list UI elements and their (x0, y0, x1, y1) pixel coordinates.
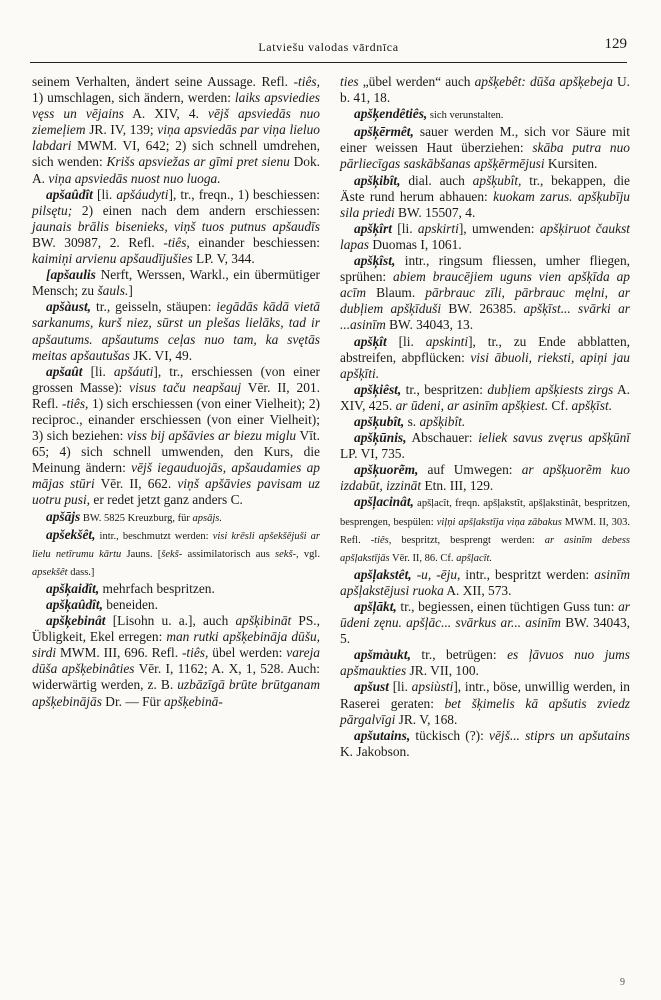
entry-text: vgl. (298, 548, 320, 560)
example-text: pilsętu; (32, 202, 73, 218)
entry-text: JR. IV, 139; (85, 122, 158, 138)
headword: apšust (354, 679, 389, 695)
entry-text: JR. V, 168. (395, 711, 458, 727)
example-text: apsiùsti (411, 679, 454, 695)
entry-text: [li. (82, 363, 114, 379)
example-text: ar apšķuorẽm kuo izdabūt, izzināt (340, 462, 630, 494)
entry-text: intr., ringsum fliessen, umher fliegen, sprühen: (340, 253, 630, 285)
example-text: visi ābuoli, rieksti, apiņi jau apšķīti. (340, 349, 630, 381)
entry-text: BW. 5825 Kreuzburg, für (80, 512, 193, 524)
entry-text: Dok. A. (32, 154, 320, 186)
dictionary-entry (32, 527, 320, 581)
entry-text: Cf. (548, 397, 572, 413)
example-text: Krišs apsviežas ar gīmi pret sienu (106, 154, 290, 170)
entry-text: [li. (92, 186, 117, 202)
entry-text: auf Umwegen: (418, 462, 522, 478)
entry-text: A. XII, 573. (443, 582, 512, 598)
dictionary-entry (340, 462, 630, 494)
entry-text: BW. 15507, 4. (394, 204, 476, 220)
entry-text: beneiden. (102, 597, 158, 612)
example-text: viss bij apšāvies ar biezu miglu (126, 428, 297, 444)
entry-text: ] (128, 283, 133, 299)
example-text: vējš iegauduojās, apšaudamies ap mājas stūri (32, 460, 320, 492)
entry-text: ], intr., böse, unwillig werden, in Raserei geraten: (340, 679, 630, 711)
example-text: apšķebinā- (164, 693, 223, 709)
example-text: apšķibināt (235, 613, 292, 629)
dictionary-entry (340, 728, 630, 760)
example-text: kaimiņi arvienu apšaudījušies (32, 251, 193, 267)
entry-text: tr., geisseln, stäupen: (91, 299, 217, 315)
entry-text: ], tr., erschiessen (von einer grossen Masse): (32, 363, 320, 395)
dictionary-entry (340, 173, 630, 221)
entry-text: BW. 30987, 2. Refl. (32, 234, 164, 250)
entry-text: dial. auch (400, 172, 473, 188)
example-text: -tiês, (62, 395, 89, 411)
dictionary-entry (340, 253, 630, 333)
dictionary-entry (32, 187, 320, 267)
entry-text: Vīt. 65; 4) sich schnell umwenden, den Kurs, die Meinung ändern: (32, 428, 320, 476)
dictionary-entry (340, 679, 630, 727)
entry-text: ], tr., zu Ende abblatten, abstreifen, abpflücken: (340, 333, 630, 365)
example-text: kuokam zarus. apšķubīju sila priedi (340, 188, 630, 220)
example-text: dubļiem apšķiests zirgs (487, 381, 614, 397)
example-text: vareja dūša apšķebinâties (32, 645, 320, 677)
example-text: visi krēsli apšekšējuši ar lielu netīrumu kārtu (32, 530, 320, 560)
headword: apšutains, (354, 727, 411, 743)
entry-text: tr., bespritzen: (401, 381, 488, 397)
entry-text: 1) sich erschiessen (von einer Vielheit); 2) reciproc., einander erschiessen (von einer Vielheit); 3) sich beziehen: (32, 395, 320, 444)
headword: apšmàukt, (354, 647, 411, 663)
headword: apšķendêtiês, (354, 106, 428, 122)
entry-text: assimilatorisch aus (182, 548, 276, 560)
headword: apšļākt, (354, 599, 397, 614)
example-text: iegādās kādā vietā sarkanums, kurš niez, sūrst un plešas lielāks, tad ir apšautums. apšautums ceļas nuo tam, ka svętās meitas apšautušas (32, 299, 321, 363)
headword: apšķūnis, (354, 430, 407, 446)
headword: apšaût (46, 363, 83, 379)
headword: [apšaulis (46, 267, 96, 283)
example-text: jaunais brālis bisenieks, viņš tuos putnus apšaudīs (32, 218, 320, 234)
entry-text: Vēr. II, 201. Refl. (32, 379, 320, 411)
dictionary-entry (340, 106, 630, 124)
entry-text: JK. VI, 49. (129, 347, 193, 363)
headword: apšķibît, (354, 172, 401, 188)
example-text: man rutki apšķebināja dūšu, sirdi (32, 629, 320, 661)
headword: apšekšêt, (46, 526, 96, 542)
example-text: ties (340, 74, 359, 89)
dictionary-entry (340, 494, 630, 566)
dictionary-entry (340, 382, 630, 414)
example-text: pārbrauc zīli, pārbrauc męlni, ar dubļiem apšķīduši (340, 285, 630, 317)
example-text: viņa apsviedās nuost nuo luoga. (48, 170, 221, 186)
entry-text: dass.] (67, 566, 95, 578)
entry-text: seinem Verhalten, ändert seine Aussage. Refl. (32, 74, 294, 89)
entry-text: A. XIV, 4. (123, 106, 209, 122)
entry-text: Vēr. II, 86. Cf. (389, 552, 457, 564)
entry-text: BW. 34043, 5. (340, 615, 630, 647)
dictionary-entry (32, 613, 320, 710)
entry-text: tr., betrügen: (410, 647, 508, 663)
entry-text: BW. 26385. (441, 301, 524, 317)
example-text: vējš apsviedās nuo ziemeļiem (32, 106, 320, 138)
page-number: 129 (604, 36, 627, 52)
headword: apšķuorẽm, (354, 462, 419, 478)
dictionary-entry (340, 647, 630, 679)
entry-text: tr., bekappen, die Äste rund herum abhauen: (340, 172, 630, 204)
example-text: bet šķimelis kā apšutis zviedz pārgalvīgi (340, 695, 630, 727)
example-text: apsekšêt (32, 566, 68, 578)
example-text: ar asinīm debess apšļakstījās (340, 534, 631, 564)
headword: apšaûdît (46, 186, 93, 202)
dictionary-entry (340, 567, 630, 599)
right-column (340, 74, 630, 760)
headword: apšķîrt (354, 220, 392, 236)
entry-text: LP. V, 344. (192, 251, 255, 267)
entry-text: MWM. III, 696. Refl. (56, 645, 182, 661)
headword: apšķiêst, (354, 381, 402, 397)
dictionary-entry (340, 334, 630, 382)
entry-text: Vēr. I, 1162; A. X, 1, 528. Auch: widerwärtig werden, z. B. (32, 661, 320, 693)
example-text: es ļāvuos nuo jums apšmaukties (340, 647, 631, 679)
example-text: visus taču neapšauj (129, 379, 242, 395)
entry-text: LP. VI, 735. (340, 446, 405, 462)
entry-text: tückisch (?): (410, 727, 490, 743)
entry-text: mehrfach bespritzen. (99, 580, 215, 596)
entry-text: sauer werden M., sich vor Säure mit einer weissen Haut überziehen: (340, 124, 630, 156)
example-text: viļņi apšļakstīja viņa zābakus (436, 516, 562, 528)
entry-text: PS., Übligkeit, Ekel erregen: (32, 613, 320, 645)
dictionary-entry (32, 74, 320, 187)
entry-text: tr., begiessen, einen tüchtigen Guss tun: (396, 599, 619, 614)
dictionary-entry (340, 74, 630, 106)
entry-text: übel werden: (208, 645, 287, 661)
headword: apšājs (46, 508, 81, 524)
headword: apšķubît, (354, 413, 405, 429)
example-text: viņš apšāvies pavisam uz uotru pusi, (32, 476, 320, 508)
headword: apšàust, (46, 299, 92, 315)
example-text: apšķubît, (472, 172, 522, 188)
example-text: ar ūdeni, ar asinīm apšķiest. (395, 397, 549, 413)
entry-text: 2) einen nach dem andern erschiessen: (72, 202, 320, 218)
example-text: apšķīst. (571, 397, 613, 413)
example-text: apšķīst... svārki ar ...asinīm (340, 301, 630, 333)
headword: apšķaûdît, (46, 597, 103, 612)
entry-text: apšļacît, freqn. apšļakstît, apšļakstinât, bespritzen, besprengen, bespülen: (340, 498, 630, 528)
dictionary-entry (340, 414, 630, 430)
entry-text: K. Jakobson. (340, 743, 410, 759)
entry-text: [li. (388, 679, 412, 695)
example-text: -tiês, (163, 234, 190, 250)
headword: apšļacinât, (354, 494, 414, 510)
example-text: -tiês, (181, 645, 209, 661)
example-text: apšáudyti (116, 186, 169, 202)
dictionary-entry (340, 124, 630, 172)
header-rule (30, 62, 627, 63)
entry-text: er redet jetzt ganz anders C. (90, 492, 243, 508)
example-text: ieliek savus zvęrus apšķūnī (478, 430, 630, 446)
example-text: -tiês, (293, 74, 320, 89)
signature-mark: 9 (620, 977, 625, 988)
entry-text: 1) umschlagen, sich ändern, werden: (32, 90, 235, 106)
entry-text: Etn. III, 129. (421, 478, 494, 494)
page-header (30, 36, 627, 60)
example-text: skāba putra nuo pārliecīgas saskābšanas apšķērmējusi (340, 140, 630, 172)
entry-text: [li. (386, 333, 426, 349)
example-text: apskirti (417, 220, 459, 236)
example-text: -u, -ēju, (416, 566, 461, 582)
headword: apšļakstêt, (354, 566, 412, 582)
entry-text: Vēr. II, 662. (94, 476, 178, 492)
example-text: apšļacît. (456, 552, 493, 564)
entry-text: Nerft, Werssen, Warkl., ein übermütiger Mensch; zu (32, 267, 320, 299)
headword: apšķērmêt, (354, 124, 414, 140)
entry-text: intr., beschmutzt werden: (95, 530, 213, 542)
headword: apšķaidît, (46, 580, 100, 596)
dictionary-entry (32, 364, 320, 509)
entry-text: „übel werden“ auch (358, 74, 475, 89)
example-text: asinīm apšļakstējusi ruoka (340, 566, 630, 598)
entry-text: intr., bespritzt werden: (460, 566, 595, 582)
example-text: apšķibît. (419, 413, 466, 429)
example-text: uzbāzīgā brūte brūtganam apšķebinājās (32, 677, 320, 709)
entry-text: bespritzt, besprengt werden: (391, 534, 545, 546)
example-text: ar ūdeni zęnu. apšļāc... svārkus ar... asinīm (340, 599, 630, 631)
entry-text: MWM. VI, 642; 2) sich schnell umdrehen, sich wenden: (32, 138, 320, 170)
dictionary-entry (340, 599, 630, 647)
headword: apšķîst, (354, 253, 396, 269)
example-text: apsājs. (192, 512, 222, 524)
dictionary-entry (32, 267, 320, 299)
entry-text: s. (404, 413, 420, 429)
entry-text: Blaum. (366, 285, 426, 301)
entry-text: Abschauer: (406, 430, 479, 446)
dictionary-entry (340, 430, 630, 462)
example-text: abiem braucējiem uguns vien apšķīda ap acīm (340, 269, 630, 301)
example-text: apšķebêt: dūša apšķebeja (474, 74, 613, 89)
dictionary-entry (340, 221, 630, 253)
entry-text: [li. (391, 220, 418, 236)
example-text: vējš... stiprs un apšutains (489, 727, 631, 743)
entry-text: einander beschiessen: (189, 234, 320, 250)
dictionary-entry (32, 509, 320, 527)
entry-text: Jauns. [ (121, 548, 162, 560)
entry-text: sich verunstalten. (427, 110, 504, 122)
dictionary-entry (32, 299, 320, 363)
entry-text: ], umwenden: (458, 220, 540, 236)
entry-text: [Lisohn u. a.], auch (105, 613, 236, 629)
example-text: viņa apsviedās par viņa lieluo labdari (32, 122, 320, 154)
example-text: apšáuti (113, 363, 154, 379)
example-text: -tiês, (370, 534, 392, 546)
entry-text: Kursiten. (544, 156, 598, 172)
running-title: Latviešu valodas vārdnīca (258, 40, 399, 54)
entry-text: ], tr., freqn., 1) beschiessen: (168, 186, 320, 202)
example-text: šekš- (161, 548, 183, 560)
entry-text: Duomas I, 1061. (369, 236, 462, 252)
headword: apšķît (354, 333, 387, 349)
entry-text: MWM. II, 303. Refl. (340, 516, 631, 546)
example-text: šauls. (97, 283, 129, 299)
entry-text: A. XIV, 425. (340, 381, 630, 413)
entry-text: U. b. 41, 18. (340, 74, 630, 106)
headword: apšķebinât (46, 613, 106, 629)
entry-text: JR. VII, 100. (406, 663, 479, 679)
example-text: apskinti (425, 333, 469, 349)
example-text: apšķiruot čaukst lapas (340, 220, 630, 252)
dictionary-entry (32, 597, 320, 613)
example-text: sekš-, (275, 548, 299, 560)
example-text: laiks apsviedies vęss un vējains (32, 90, 320, 122)
left-column (32, 74, 320, 710)
entry-text: Dr. — Für (101, 693, 165, 709)
dictionary-entry (32, 581, 320, 597)
entry-text: BW. 34043, 13. (385, 317, 474, 333)
